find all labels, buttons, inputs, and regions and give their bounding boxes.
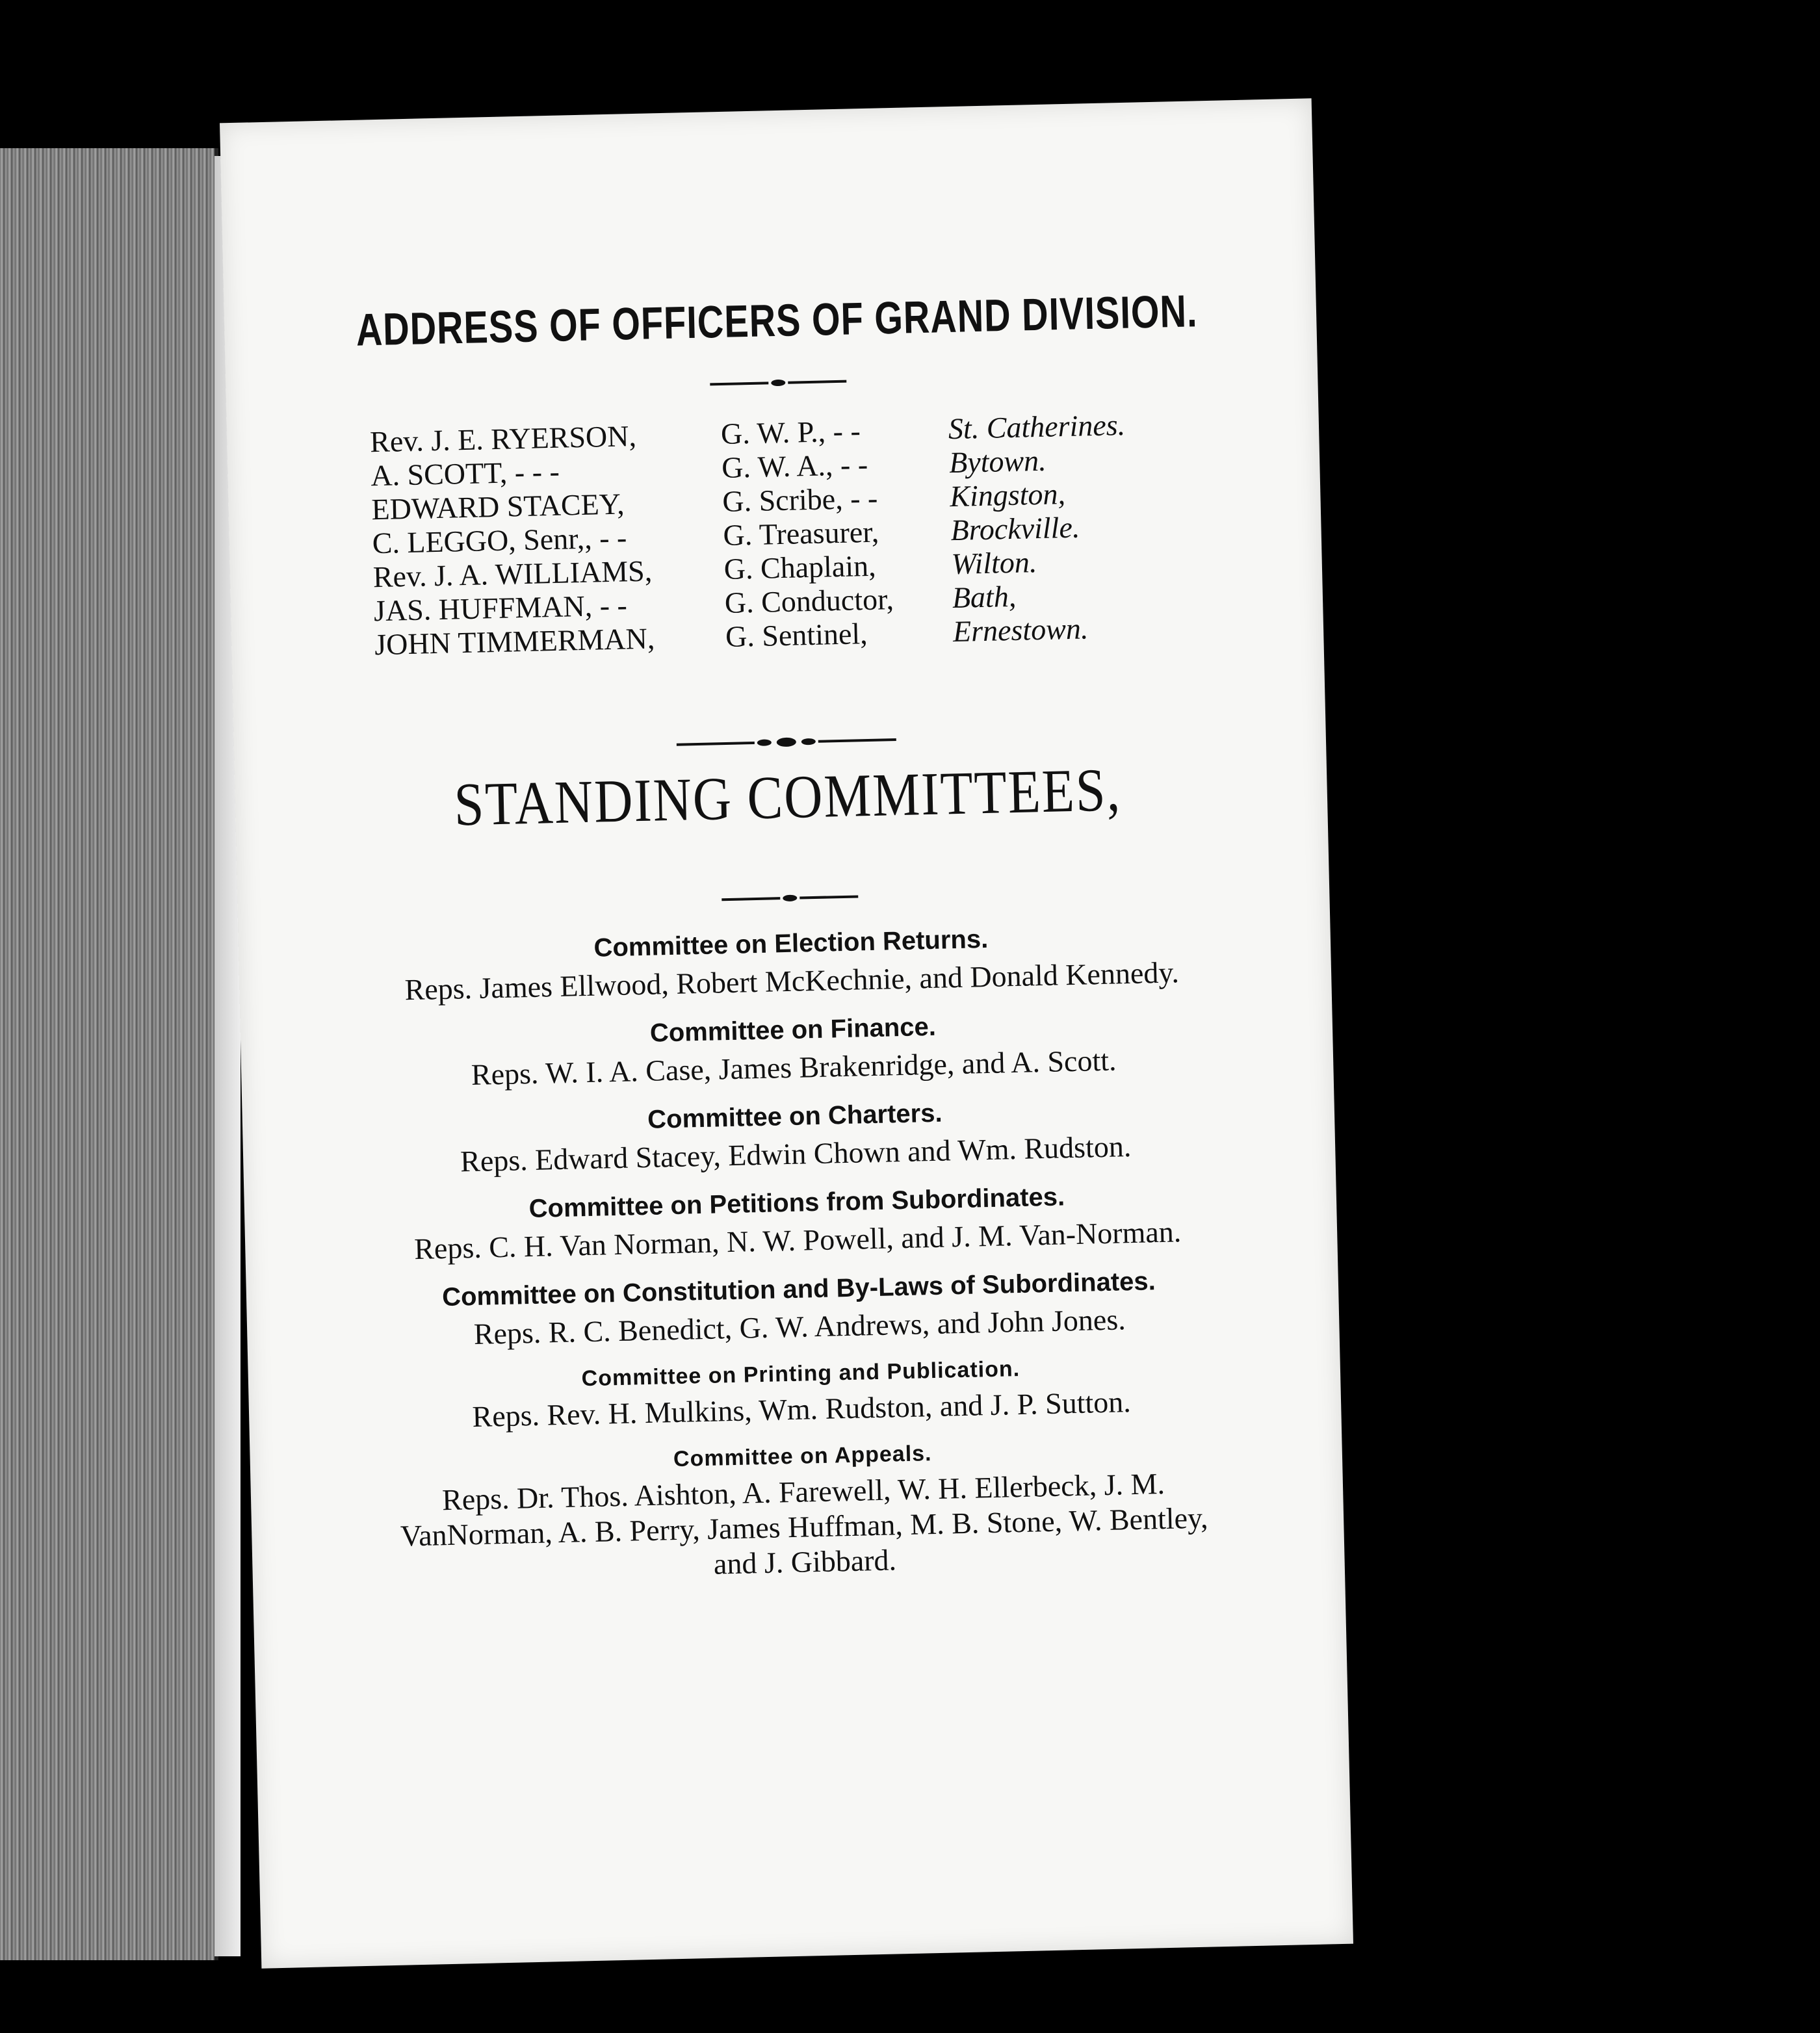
ornament-divider: [676, 724, 896, 755]
committee-block: [370, 1006, 1217, 1094]
standing-committees-title: STANDING COMMITTEES,: [453, 755, 1123, 839]
officer-place: Bath,: [952, 579, 1017, 615]
officers-list: [370, 406, 1207, 662]
committee-heading: Committee on Constitution and By-Laws of Subordinates.: [441, 1267, 1156, 1312]
committee-members: Reps. C. H. Van Norman, N. W. Powell, and J. M. Van-Norman.: [413, 1215, 1182, 1266]
officer-name: Rev. J. E. RYERSON,: [369, 419, 637, 459]
officer-office: G. W. A., - -: [721, 447, 868, 485]
officer-office: G. W. P., - -: [720, 414, 861, 451]
officer-name: JAS. HUFFMAN, - -: [373, 588, 628, 628]
committee-heading: Committee on Printing and Publication.: [581, 1356, 1020, 1392]
committee-block: [374, 1179, 1221, 1267]
committees-list: [369, 920, 1228, 1606]
committee-heading: Committee on Election Returns.: [593, 924, 989, 963]
officer-place: Brockville.: [950, 510, 1080, 547]
officer-place: Kingston,: [949, 477, 1066, 513]
committee-members: Reps. W. I. A. Case, James Brakenridge, and A. Scott.: [471, 1043, 1117, 1092]
officer-name: A. SCOTT, - - -: [370, 454, 560, 493]
officer-name: C. LEGGO, Senr,, - -: [372, 521, 627, 560]
page-content: [350, 101, 1209, 1581]
committee-heading: Committee on Finance.: [649, 1012, 937, 1048]
officer-office: G. Sentinel,: [725, 617, 868, 653]
officer-office: G. Chaplain,: [723, 549, 877, 586]
page-title: ADDRESS OF OFFICERS OF GRAND DIVISION.: [355, 285, 1199, 356]
committee-block: [378, 1352, 1225, 1436]
committee-members: Reps. James Ellwood, Robert McKechnie, and Donald Kennedy.: [404, 955, 1180, 1007]
committee-members: Reps. Dr. Thos. Aishton, A. Farewell, W. H. Ellerbeck, J. M. VanNorman, A. B. Perry, James Huffman, M. B. Stone, W. Bentley, and J. Gibbard.: [400, 1466, 1209, 1581]
officer-name: JOHN TIMMERMAN,: [374, 621, 655, 662]
book-page-edges: [0, 148, 218, 1960]
officer-place: St. Catherines.: [948, 408, 1126, 446]
committee-members: Reps. Rev. H. Mulkins, Wm. Rudston, and J. P. Sutton.: [471, 1385, 1132, 1434]
book-page: [220, 98, 1353, 1968]
officer-office: G. Conductor,: [724, 582, 894, 619]
ornament-divider: [710, 366, 847, 395]
officer-office: G. Scribe, - -: [722, 481, 878, 519]
committee-heading: Committee on Appeals.: [673, 1441, 932, 1472]
committee-heading: Committee on Charters.: [647, 1098, 943, 1134]
officer-office: G. Treasurer,: [723, 515, 879, 552]
officer-name: Rev. J. A. WILLIAMS,: [372, 554, 653, 594]
officer-place: Bytown.: [948, 443, 1047, 480]
committee-block: [376, 1265, 1223, 1354]
committee-block: [380, 1434, 1228, 1589]
ornament-divider: [722, 881, 859, 910]
committee-block: [369, 920, 1215, 1008]
officer-place: Wilton.: [951, 545, 1037, 581]
officer-name: EDWARD STACEY,: [370, 487, 625, 526]
committee-block: [372, 1093, 1219, 1181]
committee-members: Reps. Edward Stacey, Edwin Chown and Wm. Rudston.: [460, 1130, 1132, 1178]
committee-heading: Committee on Petitions from Subordinates.: [528, 1182, 1065, 1224]
officer-place: Ernestown.: [952, 612, 1089, 649]
committee-members: Reps. R. C. Benedict, G. W. Andrews, and John Jones.: [473, 1302, 1126, 1351]
